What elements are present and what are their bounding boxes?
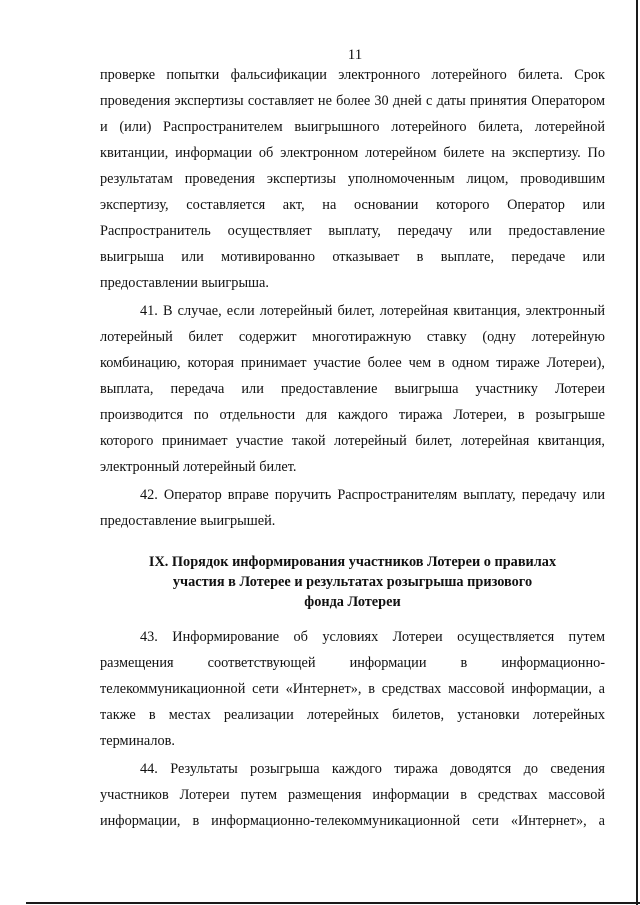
text-line: выплата, передача или предоставление выигрыша участнику Лотереи [100,381,605,397]
body-text-upper [100,62,605,534]
text-line: проведения экспертизы составляет не более 30 дней с даты принятия Оператором [100,93,605,109]
scan-edge-bottom [26,902,640,904]
paragraph-42 [100,482,605,534]
text-line: производится по отдельности для каждого тиража Лотереи, в розыгрыше [100,407,605,423]
page-number: 11 [347,47,363,63]
text-line: размещения соответствующей информации в информационно- [100,655,605,671]
text-line: предоставлении выигрыша. [100,275,269,291]
text-line: телекоммуникационной сети «Интернет», в средствах массовой информации, а [100,681,605,697]
text-line: квитанции, информации об электронном лотерейном билете на экспертизу. По [100,145,605,161]
text-line: 44. Результаты розыгрыша каждого тиража доводятся до сведения [140,761,605,777]
text-line: 41. В случае, если лотерейный билет, лотерейная квитанция, электронный [140,303,605,319]
body-text-lower [100,624,605,834]
text-line: и (или) Распространителем выигрышного лотерейного билета, лотерейной [100,119,605,135]
text-line: выигрыша или мотивированно отказывает в выплате, передаче или [100,249,605,265]
text-line: лотерейный билет содержит многотиражную ставку (одну лотерейную [100,329,605,345]
text-line: экспертизу, составляется акт, на основании которого Оператор или [100,197,605,213]
text-line: Распространитель осуществляет выплату, передачу или предоставление [100,223,605,239]
text-line: комбинацию, которая принимает участие более чем в одном тираже Лотереи), [100,355,605,371]
heading-line: фонда Лотереи [304,594,401,610]
scan-edge-right [636,0,638,905]
text-line: информации, в информационно-телекоммуникационной сети «Интернет», а [100,813,605,829]
text-line: 42. Оператор вправе поручить Распространителям выплату, передачу или [140,487,605,503]
heading-line: участия в Лотерее и результатах розыгрыша призового [172,574,533,590]
paragraph-40-continuation [100,62,605,296]
text-line: проверке попытки фальсификации электронного лотерейного билета. Срок [100,67,605,83]
paragraph-43 [100,624,605,754]
text-line: терминалов. [100,733,175,749]
text-line: предоставление выигрышей. [100,513,276,529]
section-heading-ix [100,552,605,612]
paragraph-41 [100,298,605,480]
text-line: 43. Информирование об условиях Лотереи осуществляется путем [140,629,605,645]
text-line: которого принимает участие такой лотерейный билет, лотерейная квитанция, [100,433,605,449]
text-line: также в местах реализации лотерейных билетов, установки лотерейных [100,707,605,723]
text-line: участников Лотереи путем размещения информации в средствах массовой [100,787,605,803]
text-line: электронный лотерейный билет. [100,459,297,475]
text-line: результатам проведения экспертизы уполномоченным лицом, проводившим [100,171,605,187]
heading-line: IX. Порядок информирования участников Лотереи о правилах [148,554,557,570]
paragraph-44 [100,756,605,834]
